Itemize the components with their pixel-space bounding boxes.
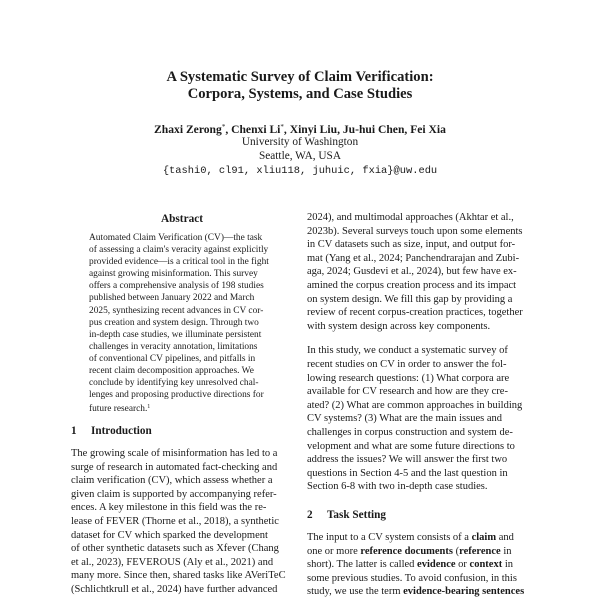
abstract-line: Automated Claim Verification (CV)—the task [89, 233, 263, 243]
abstract-line [89, 401, 275, 413]
body-line: surge of research in automated fact-checking and [71, 461, 278, 473]
body-line: 2024), and multimodal approaches (Akhtar et al., [307, 212, 514, 223]
author-emails: {tashi0, cl91, xliu118, juhuic, fxia}@uw.edu [162, 165, 438, 177]
introduction-body [71, 447, 307, 597]
abstract-line: of assessing a claim's veracity against explicitly [89, 245, 269, 256]
body-line: dataset for CV which sparked the development [71, 529, 268, 541]
body-line: ated? (2) What are common approaches in building [307, 399, 523, 411]
body-line: mat (Yang et al., 2024; Panchendrarajan and Zubi- [307, 252, 520, 264]
body-line [307, 558, 543, 572]
bold-term: claim [471, 532, 497, 543]
body-line: lowing research questions: (1) What corpora are [307, 372, 510, 384]
paper-title-line-1: A Systematic Survey of Claim Verification: [166, 69, 434, 85]
equal-contribution-mark: * [221, 123, 226, 131]
text-run: The input to a CV system consists of a [307, 532, 472, 543]
abstract-line: in-depth case studies, we illuminate persistent [89, 329, 262, 340]
paper-title-line-2: Corpora, Systems, and Case Studies [187, 86, 413, 102]
bold-term: reference documents [360, 545, 453, 557]
body-line: challenges in corpus construction and system de- [307, 426, 513, 438]
text-run: or [455, 559, 470, 571]
affiliation-location: Seattle, WA, USA [258, 150, 341, 162]
body-line: Section 6-8 with two in-depth case studies. [307, 481, 488, 493]
text-run: in [502, 559, 513, 571]
text-run: study, we use the term [307, 586, 404, 598]
section-heading-task-setting [307, 508, 386, 522]
body-line: CV systems? (3) What are the main issues and [307, 413, 502, 425]
body-line [307, 531, 543, 545]
section-number: 1 [71, 425, 77, 437]
body-line: amined the corpus creation process and its impact [307, 279, 517, 291]
abstract-line: challenges in veracity annotation, limitations [89, 341, 258, 352]
author-name: Zhaxi Zerong [154, 123, 222, 136]
abstract-line: of conventional CV pipelines, and pitfalls in [89, 353, 256, 364]
task-setting-body [307, 531, 543, 599]
body-line: on system design. We fill this gap by providing a [307, 293, 513, 305]
bold-term: evidence [417, 559, 456, 571]
abstract-line: conclude by identifying key unresolved chal- [89, 378, 259, 389]
text-run: short). The latter is called [307, 559, 418, 571]
body-line: aga, 2024; Gusdevi et al., 2024), but few have ex- [307, 266, 517, 278]
body-line: recent studies on CV in order to answer the fol- [307, 358, 507, 370]
body-line: available for CV research and how are they cre- [307, 386, 508, 398]
body-line: lease of FEVER (Thorne et al., 2018), a synthetic [71, 515, 279, 527]
footnote-marker: 1 [147, 404, 151, 411]
body-line: review of recent corpus-creation practices, together [307, 307, 523, 319]
body-line: The growing scale of misinformation has led to a [71, 448, 278, 459]
body-line: many more. Since then, shared tasks like AVeriTeC [71, 570, 286, 582]
abstract-line: provided evidence—is a critical tool in the fight [89, 257, 269, 268]
body-line: given claim is supported by accompanying refer- [71, 488, 277, 500]
abstract-line: recent claim decomposition approaches. We [89, 366, 254, 377]
section-title: Task Setting [327, 509, 386, 521]
text-run: and [496, 532, 514, 543]
section-heading-introduction [71, 424, 152, 438]
body-line: (Schlichtkrull et al., 2024) have further advanced [71, 583, 278, 595]
body-line: In this study, we conduct a systematic survey of [307, 345, 508, 357]
body-line [307, 585, 543, 599]
body-line: velopment and what are some future directions to [307, 440, 515, 452]
abstract-line: against growing misinformation. This survey [89, 269, 258, 280]
section-title: Introduction [91, 425, 152, 437]
body-line: 2023b). Several surveys touch upon some elements [307, 225, 523, 237]
abstract-heading: Abstract [160, 213, 204, 225]
affiliation-institution: University of Washington [241, 136, 359, 148]
author-names-rest: , Xinyi Liu, Ju-hui Chen, Fei Xia [283, 123, 446, 136]
text-run: one or more [307, 545, 361, 557]
bold-term: context [469, 559, 503, 571]
body-line: address the issues? We will answer the first two [307, 454, 508, 466]
body-line: with system design across key components. [307, 320, 491, 332]
abstract-line: lenges and proposing productive directions for [89, 390, 264, 401]
body-line [307, 545, 543, 559]
right-column-intro-continued [307, 211, 543, 494]
body-line: ences. A key milestone in this field was the re- [71, 502, 267, 514]
section-number: 2 [307, 509, 313, 521]
body-line: questions in Section 4-5 and the last question in [307, 467, 508, 479]
abstract-line: published between January 2022 and March [89, 293, 255, 304]
body-line: of other synthetic datasets such as Xfever (Chang [71, 543, 279, 555]
body-line: some previous studies. To avoid confusion, in this [307, 572, 517, 584]
bold-term: evidence-bearing sentences [403, 586, 525, 598]
abstract-line: 2025, synthesizing recent advances in CV cor- [89, 305, 264, 316]
abstract-line: pus creation and system design. Through two [89, 317, 259, 328]
author-list: Zhaxi Zerong*, Chenxi Li*, Xinyi Liu, Ju-hui Chen, Fei Xia [154, 123, 446, 136]
text-run: ( [452, 545, 460, 557]
author-name: Chenxi Li [231, 123, 281, 136]
equal-contribution-mark: * [280, 123, 284, 131]
abstract-last-text: future research. [89, 404, 148, 415]
abstract-body [89, 232, 275, 413]
body-line: et al., 2023), FEVEROUS (Aly et al., 2021) and [71, 556, 274, 568]
bold-term: reference [459, 545, 501, 557]
abstract-line: offers a comprehensive analysis of 198 studies [89, 281, 264, 292]
text-run: in [500, 545, 512, 557]
body-line: in CV datasets such as size, input, and output for- [307, 239, 516, 251]
body-line: claim verification (CV), which assess whether a [71, 475, 273, 487]
